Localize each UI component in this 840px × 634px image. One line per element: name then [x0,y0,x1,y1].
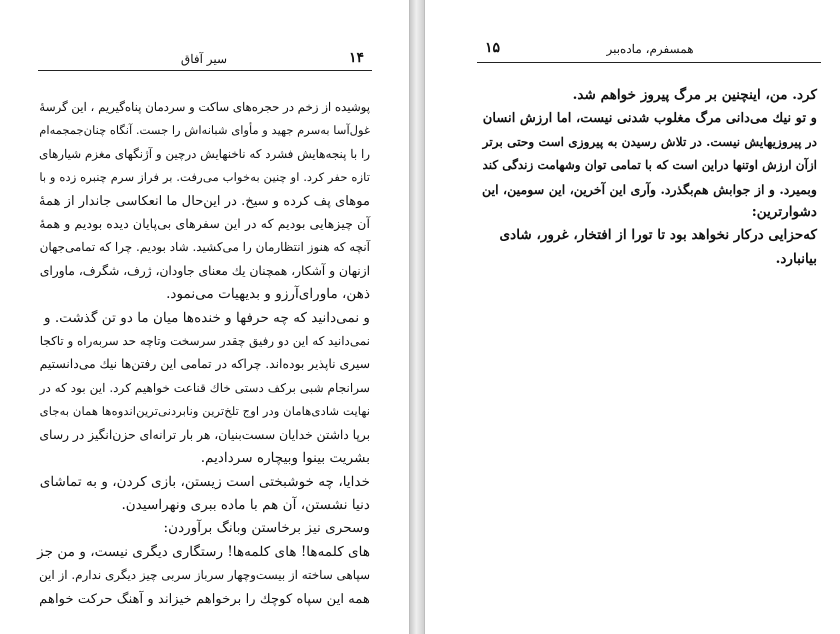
text-line: که‌حزایی درکار نخواهد بود تا تورا از افتخار، غرور، شادی [499,227,817,244]
right-page-number: ۱۵ [485,40,501,56]
right-running-title: همسفرم، ماده‌ببر [606,42,694,56]
text-line: همه این سپاه کوچك را برخواهم خیزاند و آهنگ حرکت خواهم [39,591,370,607]
text-line: سیری ناپذیر بوده‌اند. چراکه در تمامی این رفتن‌ها نیك می‌دانستیم [39,357,370,372]
text-line: ازنهان و آشکار، همچنان یك معنای جاودان، ژرف، شگرف، ماورای [39,263,370,278]
left-page-header [38,50,370,66]
text-line: دشوارترین: [751,204,817,221]
text-line: در پیروزیهایش نیست. در تلاش رسیدن به پیروزی است وحتی برتر [482,134,817,149]
right-header-rule [477,62,821,63]
text-line: نمی‌دانید که این دو رفیق چقدر سرسخت وتاچه حد سربه‌راه و تاکجا [39,334,370,349]
text-line: آنچه که هنوز انتظارمان را می‌کشید. شاد بودیم. چرا که تمامی‌جهان [39,240,370,255]
book-gutter [410,0,424,634]
left-header-rule [38,70,372,71]
text-line: وبمیرد. و از جوابش هم‌بگذرد. وآری این آخرین، این سومین، این [482,181,817,197]
text-line: پوشیده از زخم در حجره‌های ساکت و سردمان پناه‌گیریم ، این گرسهٔ [39,100,370,114]
text-line: نهایت شادی‌هامان ودر اوج تلخ‌ترین ونابردنی‌ترین‌اندوه‌ها همان به‌جای [39,404,370,419]
text-line: و نمی‌دانید که چه حرفها و خنده‌ها میان ما دو تن گذشت. و [43,309,370,326]
text-line: خدایا، چه خوشبختی است زیستن، بازی کردن، و به تماشای [39,473,370,490]
right-page-text [479,84,817,271]
text-line: را با پنجه‌هایش فشرد که ناخنهایش درچین و آژنگهای مغزم شیارهای [39,146,370,161]
left-page-number: ۱۴ [348,50,364,66]
left-running-title: سیر آفاق [180,52,228,66]
text-line: های کلمه‌ها! های کلمه‌ها! رستگاری دیگری نیست، و من جز [37,543,370,560]
text-line: سرانجام شبی برکف دستی خاك قناعت خواهیم کرد. این بود که در [39,380,370,395]
text-line: سپاهی ساخته از بیست‌وچهار سرباز سربی چیز دیگری ندارم. از این [38,568,370,583]
text-line: بشریت بینوا وبیچاره سردادیم. [200,450,370,467]
text-line: و تو نیك می‌دانی مرگ مغلوب شدنی نیست، اما ارزش انسان [482,111,817,127]
text-line: ذهن، ماورای‌آرزو و بدیهیات می‌نمود. [166,286,370,303]
right-page [424,0,840,634]
text-line: تازه حفر کرد. او چنین به‌خواب می‌رفت. بر فراز سرم چنبره زده و با [39,170,370,185]
text-line: کرد. من، اینچنین بر مرگ پیروز خواهم شد. [572,87,817,103]
text-line: ازآن ارزش اوتنها دراین است که با تمامی توان وشهامت زندگی کند [482,158,817,173]
text-line: برپا داشتن خدایان سست‌بنیان، هر بار ترانه‌ای حزن‌انگیز در رسای [39,427,370,442]
text-line: دنیا نشستن، آن هم با ماده ببری ونهراسیدن. [121,496,370,513]
text-line: غول‌آسا بەسرم جهید و مأوای شبانه‌اش را جست. آنگاه چنان‌جمجمه‌ام [39,123,370,138]
text-line: آن چیزهایی بودیم که در این سفرهای بی‌پایان دیده بودیم و همهٔ [39,217,370,233]
text-line: موهای پف کرده و سیخ. در این‌حال ما انعکاسی جاندار از همهٔ [38,193,370,209]
right-page-header [485,40,815,56]
left-page-text [36,96,370,611]
text-line: بیانبارد. [775,250,817,267]
left-page [0,0,410,634]
text-line: وسحری نیز برخاستن وبانگ برآوردن: [163,520,370,537]
